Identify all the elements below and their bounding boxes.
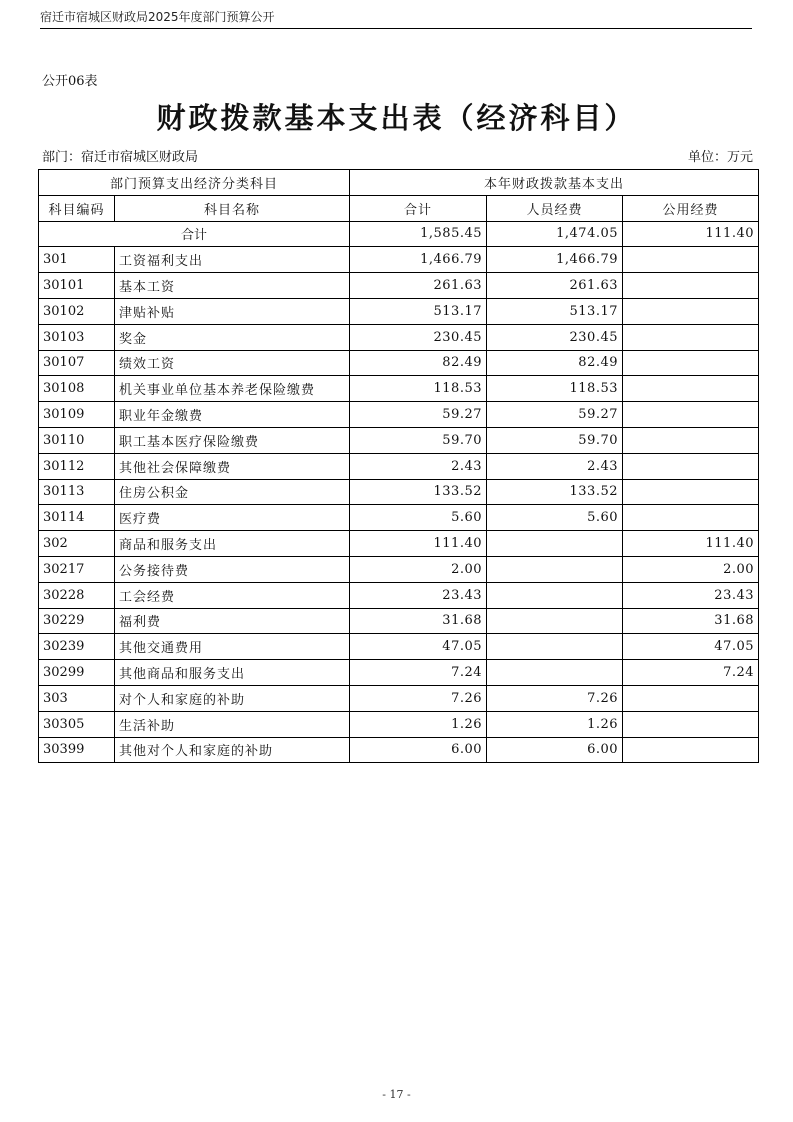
row-public [623, 324, 759, 350]
row-total: 7.24 [350, 660, 487, 686]
department-line: 部门：宿迁市宿城区财政局 [42, 150, 199, 165]
row-personnel: 6.00 [487, 737, 623, 763]
table-row [39, 608, 759, 634]
row-total: 59.27 [350, 402, 487, 428]
row-code: 30114 [39, 505, 115, 531]
row-total: 1.26 [350, 711, 487, 737]
row-public [623, 273, 759, 299]
table-row [39, 711, 759, 737]
row-total: 133.52 [350, 479, 487, 505]
table-row [39, 556, 759, 582]
row-name: 其他社会保障缴费 [115, 453, 350, 479]
row-code: 30239 [39, 634, 115, 660]
row-code: 30102 [39, 298, 115, 324]
row-public [623, 427, 759, 453]
row-personnel [487, 556, 623, 582]
row-total: 7.26 [350, 685, 487, 711]
unit-line: 单位：万元 [687, 150, 753, 165]
column-header-name: 科目名称 [115, 195, 350, 221]
total-row-label: 合计 [39, 221, 350, 247]
row-name: 工资福利支出 [115, 247, 350, 273]
row-total: 59.70 [350, 427, 487, 453]
row-code: 30113 [39, 479, 115, 505]
row-total: 6.00 [350, 737, 487, 763]
row-personnel: 2.43 [487, 453, 623, 479]
table-row [39, 634, 759, 660]
classification-group-header: 部门预算支出经济分类科目 [39, 170, 350, 196]
row-name: 机关事业单位基本养老保险缴费 [115, 376, 350, 402]
total-row-public: 111.40 [623, 221, 759, 247]
row-code: 30217 [39, 556, 115, 582]
row-name: 基本工资 [115, 273, 350, 299]
row-public [623, 376, 759, 402]
row-code: 30101 [39, 273, 115, 299]
row-total: 23.43 [350, 582, 487, 608]
table-row [39, 582, 759, 608]
row-public [623, 685, 759, 711]
page-title: 财政拨款基本支出表（经济科目） [156, 101, 637, 135]
row-personnel: 7.26 [487, 685, 623, 711]
row-personnel: 1.26 [487, 711, 623, 737]
row-name: 医疗费 [115, 505, 350, 531]
row-name: 公务接待费 [115, 556, 350, 582]
row-code: 30299 [39, 660, 115, 686]
row-total: 111.40 [350, 531, 487, 557]
table-row [39, 531, 759, 557]
row-name: 对个人和家庭的补助 [115, 685, 350, 711]
row-code: 30305 [39, 711, 115, 737]
row-public: 47.05 [623, 634, 759, 660]
row-total: 82.49 [350, 350, 487, 376]
row-public: 31.68 [623, 608, 759, 634]
column-header-total: 合计 [350, 195, 487, 221]
expenditure-group-header: 本年财政拨款基本支出 [350, 170, 759, 196]
row-total: 5.60 [350, 505, 487, 531]
table-row [39, 324, 759, 350]
table-row [39, 685, 759, 711]
row-public [623, 711, 759, 737]
total-row-total: 1,585.45 [350, 221, 487, 247]
page-number: - 17 - [382, 1088, 411, 1101]
table-row [39, 660, 759, 686]
row-personnel [487, 660, 623, 686]
column-header-code: 科目编码 [39, 195, 115, 221]
row-code: 30112 [39, 453, 115, 479]
row-personnel: 82.49 [487, 350, 623, 376]
total-row-personnel: 1,474.05 [487, 221, 623, 247]
table-row [39, 427, 759, 453]
column-header-public: 公用经费 [623, 195, 759, 221]
row-code: 30103 [39, 324, 115, 350]
row-personnel: 59.27 [487, 402, 623, 428]
table-row [39, 350, 759, 376]
row-personnel: 133.52 [487, 479, 623, 505]
row-total: 1,466.79 [350, 247, 487, 273]
row-name: 住房公积金 [115, 479, 350, 505]
row-public: 2.00 [623, 556, 759, 582]
row-total: 47.05 [350, 634, 487, 660]
row-personnel [487, 531, 623, 557]
table-row [39, 737, 759, 763]
column-header-row [39, 195, 759, 221]
table-row [39, 402, 759, 428]
row-total: 2.00 [350, 556, 487, 582]
row-personnel: 261.63 [487, 273, 623, 299]
row-personnel [487, 582, 623, 608]
row-public [623, 479, 759, 505]
row-personnel: 5.60 [487, 505, 623, 531]
row-code: 30109 [39, 402, 115, 428]
row-code: 30108 [39, 376, 115, 402]
row-code: 30110 [39, 427, 115, 453]
row-name: 奖金 [115, 324, 350, 350]
row-code: 301 [39, 247, 115, 273]
row-code: 30399 [39, 737, 115, 763]
row-public: 7.24 [623, 660, 759, 686]
row-total: 261.63 [350, 273, 487, 299]
row-personnel: 230.45 [487, 324, 623, 350]
row-public [623, 505, 759, 531]
row-public: 111.40 [623, 531, 759, 557]
form-number: 公开06表 [42, 74, 98, 89]
table-row [39, 453, 759, 479]
row-public [623, 350, 759, 376]
row-personnel [487, 608, 623, 634]
table-row [39, 273, 759, 299]
table-row [39, 247, 759, 273]
row-total: 118.53 [350, 376, 487, 402]
row-personnel: 513.17 [487, 298, 623, 324]
row-total: 2.43 [350, 453, 487, 479]
row-public: 23.43 [623, 582, 759, 608]
row-total: 31.68 [350, 608, 487, 634]
row-personnel: 59.70 [487, 427, 623, 453]
row-name: 商品和服务支出 [115, 531, 350, 557]
row-name: 绩效工资 [115, 350, 350, 376]
row-name: 生活补助 [115, 711, 350, 737]
row-code: 30228 [39, 582, 115, 608]
header-rule [40, 28, 752, 29]
row-name: 其他商品和服务支出 [115, 660, 350, 686]
total-row [39, 221, 759, 247]
row-total: 513.17 [350, 298, 487, 324]
row-name: 工会经费 [115, 582, 350, 608]
table-row [39, 298, 759, 324]
budget-table [38, 169, 759, 763]
row-code: 302 [39, 531, 115, 557]
table-row [39, 376, 759, 402]
row-code: 303 [39, 685, 115, 711]
row-code: 30229 [39, 608, 115, 634]
row-total: 230.45 [350, 324, 487, 350]
row-name: 职业年金缴费 [115, 402, 350, 428]
row-code: 30107 [39, 350, 115, 376]
row-public [623, 402, 759, 428]
row-public [623, 247, 759, 273]
row-public [623, 298, 759, 324]
row-personnel: 118.53 [487, 376, 623, 402]
row-public [623, 453, 759, 479]
running-header: 宿迁市宿城区财政局2025年度部门预算公开 [40, 10, 275, 24]
row-name: 其他对个人和家庭的补助 [115, 737, 350, 763]
row-name: 职工基本医疗保险缴费 [115, 427, 350, 453]
column-header-personnel: 人员经费 [487, 195, 623, 221]
table-row [39, 479, 759, 505]
row-name: 其他交通费用 [115, 634, 350, 660]
row-personnel [487, 634, 623, 660]
row-public [623, 737, 759, 763]
row-personnel: 1,466.79 [487, 247, 623, 273]
row-name: 福利费 [115, 608, 350, 634]
table-row [39, 505, 759, 531]
row-name: 津贴补贴 [115, 298, 350, 324]
group-header-row [39, 170, 759, 196]
